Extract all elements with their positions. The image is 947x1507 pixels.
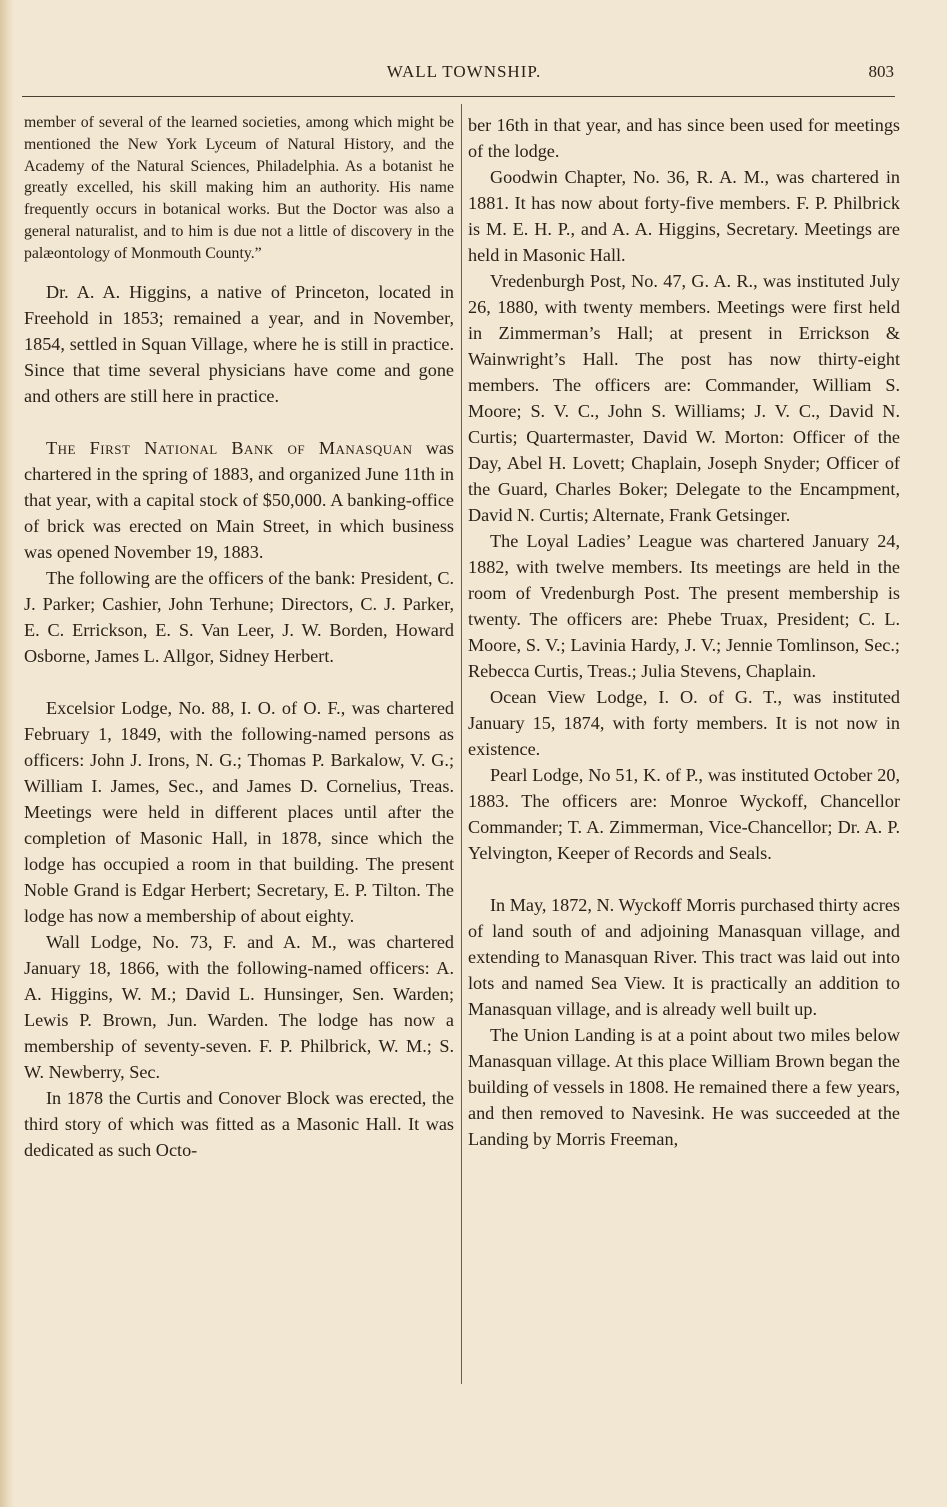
paragraph-ocean-view-lodge: Ocean View Lodge, I. O. of G. T., was instituted January 15, 1874, with forty members. It is not now in existence.: [468, 687, 900, 759]
column-divider: [461, 104, 462, 1384]
paragraph-union-landing: The Union Landing is at a point about two miles below Manasquan village. At this place William Brown began the building of vessels in 1808. He remained there a few years, and then removed to Navesink. He was succeeded at the Landing by Morris Freeman,: [468, 1025, 900, 1149]
page-edge-shading: [0, 0, 14, 1507]
running-title: WALL TOWNSHIP.: [386, 62, 542, 81]
page-number: 803: [868, 62, 894, 81]
left-column: [24, 112, 454, 1163]
paragraph-loyal-ladies: The Loyal Ladies’ League was chartered January 24, 1882, with twelve members. Its meetings are held in the room of Vredenburgh Post. The present membership is twenty. The officers are: Phebe Truax, President; C. L. Moore, S. V.; Lavinia Hardy, J. V.; Jennie Tomlinson, Sec.; Rebecca Curtis, Treas.; Julia Stevens, Chaplain.: [468, 531, 900, 681]
bank-text: was chartered in the spring of 1883, and organized June 11th in that year, with a capital stock of $50,000. A banking-office of brick was erected on Main Street, in which business was opened November 19, 1883.: [24, 437, 454, 562]
paragraph-higgins: Dr. A. A. Higgins, a native of Princeton, located in Freehold in 1853; remained a year, and in November, 1854, settled in Squan Village, where he is still in practice. Since that time several physicians have come and gone and others are still here in practice.: [24, 281, 454, 406]
running-header: [24, 58, 904, 92]
header-rule: [22, 96, 895, 97]
bank-heading: The First National Bank of Manasquan: [46, 437, 413, 458]
paragraph-vredenburgh-post: Vredenburgh Post, No. 47, G. A. R., was instituted July 26, 1880, with twenty members. Meetings were first held in Zimmerman’s Hall; at present in Errickson & Wainwright’s Hall. The post has now thirty-eight members. The officers are: Commander, William S. Moore; S. V. C., John S. Williams; J. V. C., David N. Curtis; Quartermaster, David W. Morton: Officer of the Day, Abel H. Lovett; Chaplain, Joseph Snyder; Officer of the Guard, Charles Boker; Delegate to the Encampment, David N. Curtis; Alternate, Frank Getsinger.: [468, 271, 900, 525]
right-column: [468, 112, 900, 1152]
paragraph-continuation: ber 16th in that year, and has since been used for meetings of the lodge.: [468, 115, 900, 161]
paragraph-bank-officers: The following are the officers of the bank: President, C. J. Parker; Cashier, John Terhune; Directors, C. J. Parker, E. C. Errickson, E. S. Van Leer, J. W. Borden, Howard Osborne, James L. Allgor, Sidney Herbert.: [24, 567, 454, 666]
paragraph-sea-view: In May, 1872, N. Wyckoff Morris purchased thirty acres of land south of and adjoining Manasquan village, and extending to Manasquan River. This tract was laid out into lots and named Sea View. It is practically an addition to Manasquan village, and is already well built up.: [468, 895, 900, 1019]
paragraph-excelsior-lodge: Excelsior Lodge, No. 88, I. O. of O. F., was chartered February 1, 1849, with the following-named persons as officers: John J. Irons, N. G.; Thomas P. Barkalow, V. G.; William I. James, Sec., and James D. Cornelius, Treas. Meetings were held in different places until after the completion of Masonic Hall, in 1878, since which the lodge has occupied a room in that building. The present Noble Grand is Edgar Herbert; Secretary, E. P. Tilton. The lodge has now a membership of about eighty.: [24, 697, 454, 926]
paragraph-bank: [24, 435, 454, 565]
paragraph-wall-lodge: Wall Lodge, No. 73, F. and A. M., was chartered January 18, 1866, with the following-named officers: A. A. Higgins, W. M.; David L. Hunsinger, Sen. Warden; Lewis P. Brown, Jun. Warden. The lodge has now a membership of seventy-seven. F. P. Philbrick, W. M.; S. W. Newberry, Sec.: [24, 931, 454, 1082]
paragraph-curtis-block: In 1878 the Curtis and Conover Block was erected, the third story of which was fitted as a Masonic Hall. It was dedicated as such Octo-: [24, 1087, 454, 1160]
paragraph-pearl-lodge: Pearl Lodge, No 51, K. of P., was instituted October 20, 1883. The officers are: Monroe Wyckoff, Chancellor Commander; T. A. Zimmerman, Vice-Chancellor; Dr. A. P. Yelvington, Keeper of Records and Seals.: [468, 765, 900, 863]
paragraph-goodwin-chapter: Goodwin Chapter, No. 36, R. A. M., was chartered in 1881. It has now about forty-five members. F. P. Philbrick is M. E. H. P., and A. A. Higgins, Secretary. Meetings are held in Masonic Hall.: [468, 167, 900, 265]
quote-paragraph: member of several of the learned societies, among which might be mentioned the New York Lyceum of Natural History, and the Academy of the Natural Sciences, Philadelphia. As a botanist he greatly excelled, his skill making him an authority. His name frequently occurs in botanical works. But the Doctor was also a general naturalist, and to him is due not a little of discovery in the palæontology of Monmouth County.”: [24, 114, 454, 262]
